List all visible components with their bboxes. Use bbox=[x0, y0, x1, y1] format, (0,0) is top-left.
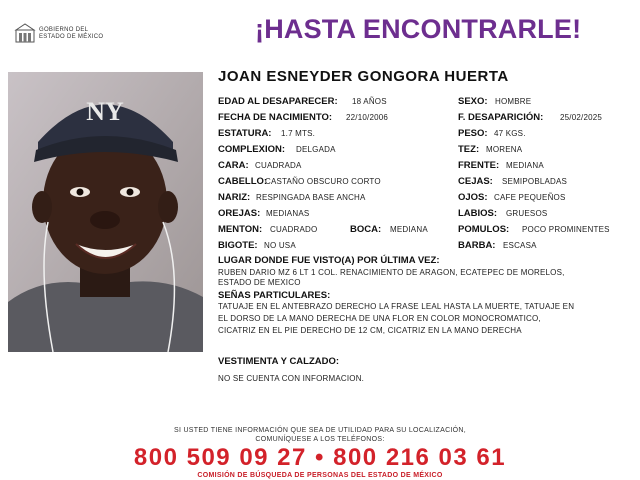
ojos-label: OJOS: bbox=[458, 192, 488, 203]
senas-line1: TATUAJE EN EL ANTEBRAZO DERECHO LA FRASE LEAL HASTA LA MUERTE, TATUAJE EN bbox=[218, 302, 575, 311]
senas-label: SEÑAS PARTICULARES: bbox=[218, 290, 331, 301]
sexo-value: HOMBRE bbox=[495, 97, 532, 106]
tez-label: TEZ: bbox=[458, 144, 480, 155]
phone-numbers: 800 509 09 27 • 800 216 03 61 bbox=[133, 444, 507, 471]
lugar-line2: ESTADO DE MEXICO bbox=[218, 278, 301, 287]
labios-value: GRUESOS bbox=[506, 209, 548, 218]
complexion-label: COMPLEXION: bbox=[218, 144, 286, 155]
edad-value: 18 AÑOS bbox=[352, 97, 387, 106]
lugar-label: LUGAR DONDE FUE VISTO(A) POR ÚLTIMA VEZ: bbox=[218, 255, 440, 266]
tez-value: MORENA bbox=[486, 145, 523, 154]
cejas-value: SEMIPOBLADAS bbox=[502, 177, 568, 186]
contact-instructions bbox=[0, 426, 640, 444]
state-emblem-icon bbox=[14, 22, 36, 44]
fecha-desaparicion-label: F. DESAPARICIÓN: bbox=[458, 112, 544, 123]
cabello-label: CABELLO: bbox=[218, 176, 268, 187]
svg-text:NY: NY bbox=[86, 97, 124, 126]
menton-value: CUADRADO bbox=[270, 225, 318, 234]
boca-label: BOCA: bbox=[350, 224, 382, 235]
pomulos-value: POCO PROMINENTES bbox=[522, 225, 610, 234]
senas-line2: EL DORSO DE LA MANO DERECHA DE UNA FLOR EN COLOR MONOCROMATICO, bbox=[218, 314, 541, 323]
estatura-value: 1.7 MTS. bbox=[281, 129, 316, 138]
fecha-nacimiento-label: FECHA DE NACIMIENTO: bbox=[218, 112, 332, 123]
cabello-value: CASTAÑO OBSCURO CORTO bbox=[265, 177, 381, 186]
government-logo bbox=[14, 22, 124, 44]
menton-label: MENTON: bbox=[218, 224, 263, 235]
sexo-label: SEXO: bbox=[458, 96, 488, 107]
commission-name: COMISIÓN DE BÚSQUEDA DE PERSONAS DEL ESTADO DE MÉXICO bbox=[197, 472, 443, 479]
bigote-value: NO USA bbox=[264, 241, 296, 250]
vestimenta-value: NO SE CUENTA CON INFORMACION. bbox=[218, 374, 365, 383]
complexion-value: DELGADA bbox=[296, 145, 336, 154]
nariz-label: NARIZ: bbox=[218, 192, 251, 203]
contact-instructions-line2: COMUNÍQUESE A LOS TELÉFONOS: bbox=[255, 436, 385, 443]
vestimenta-label: VESTIMENTA Y CALZADO: bbox=[218, 356, 340, 367]
frente-value: MEDIANA bbox=[506, 161, 544, 170]
nariz-value: RESPINGADA BASE ANCHA bbox=[256, 193, 366, 202]
peso-value: 47 KGS. bbox=[494, 129, 526, 138]
bigote-label: BIGOTE: bbox=[218, 240, 258, 251]
senas-line3: CICATRIZ EN EL PIE DERECHO DE 12 CM, CICATRIZ EN LA MANO DERECHA bbox=[218, 326, 522, 335]
cejas-label: CEJAS: bbox=[458, 176, 493, 187]
ojos-value: CAFE PEQUEÑOS bbox=[494, 193, 566, 202]
fecha-desaparicion-value: 25/02/2025 bbox=[560, 113, 603, 122]
barba-label: BARBA: bbox=[458, 240, 496, 251]
barba-value: ESCASA bbox=[503, 241, 537, 250]
logo-text-line1: GOBIERNO DEL bbox=[39, 27, 89, 33]
boca-value: MEDIANA bbox=[390, 225, 428, 234]
headline: ¡HASTA ENCONTRARLE! bbox=[255, 14, 582, 44]
peso-label: PESO: bbox=[458, 128, 488, 139]
logo-text-line2: ESTADO DE MÉXICO bbox=[39, 34, 104, 40]
labios-label: LABIOS: bbox=[458, 208, 498, 219]
lugar-line1: RUBEN DARIO MZ 6 LT 1 COL. RENACIMIENTO DE ARAGON, ECATEPEC DE MORELOS, bbox=[218, 268, 565, 277]
missing-person-photo bbox=[8, 72, 203, 352]
person-name: JOAN ESNEYDER GONGORA HUERTA bbox=[218, 68, 509, 85]
orejas-value: MEDIANAS bbox=[266, 209, 310, 218]
fecha-nacimiento-value: 22/10/2006 bbox=[346, 113, 389, 122]
contact-instructions-line1: SI USTED TIENE INFORMACIÓN QUE SEA DE UTILIDAD PARA SU LOCALIZACIÓN, bbox=[173, 427, 467, 434]
edad-label: EDAD AL DESAPARECER: bbox=[218, 96, 338, 107]
estatura-label: ESTATURA: bbox=[218, 128, 272, 139]
cara-value: CUADRADA bbox=[255, 161, 302, 170]
pomulos-label: POMULOS: bbox=[458, 224, 510, 235]
frente-label: FRENTE: bbox=[458, 160, 500, 171]
cara-label: CARA: bbox=[218, 160, 249, 171]
orejas-label: OREJAS: bbox=[218, 208, 261, 219]
